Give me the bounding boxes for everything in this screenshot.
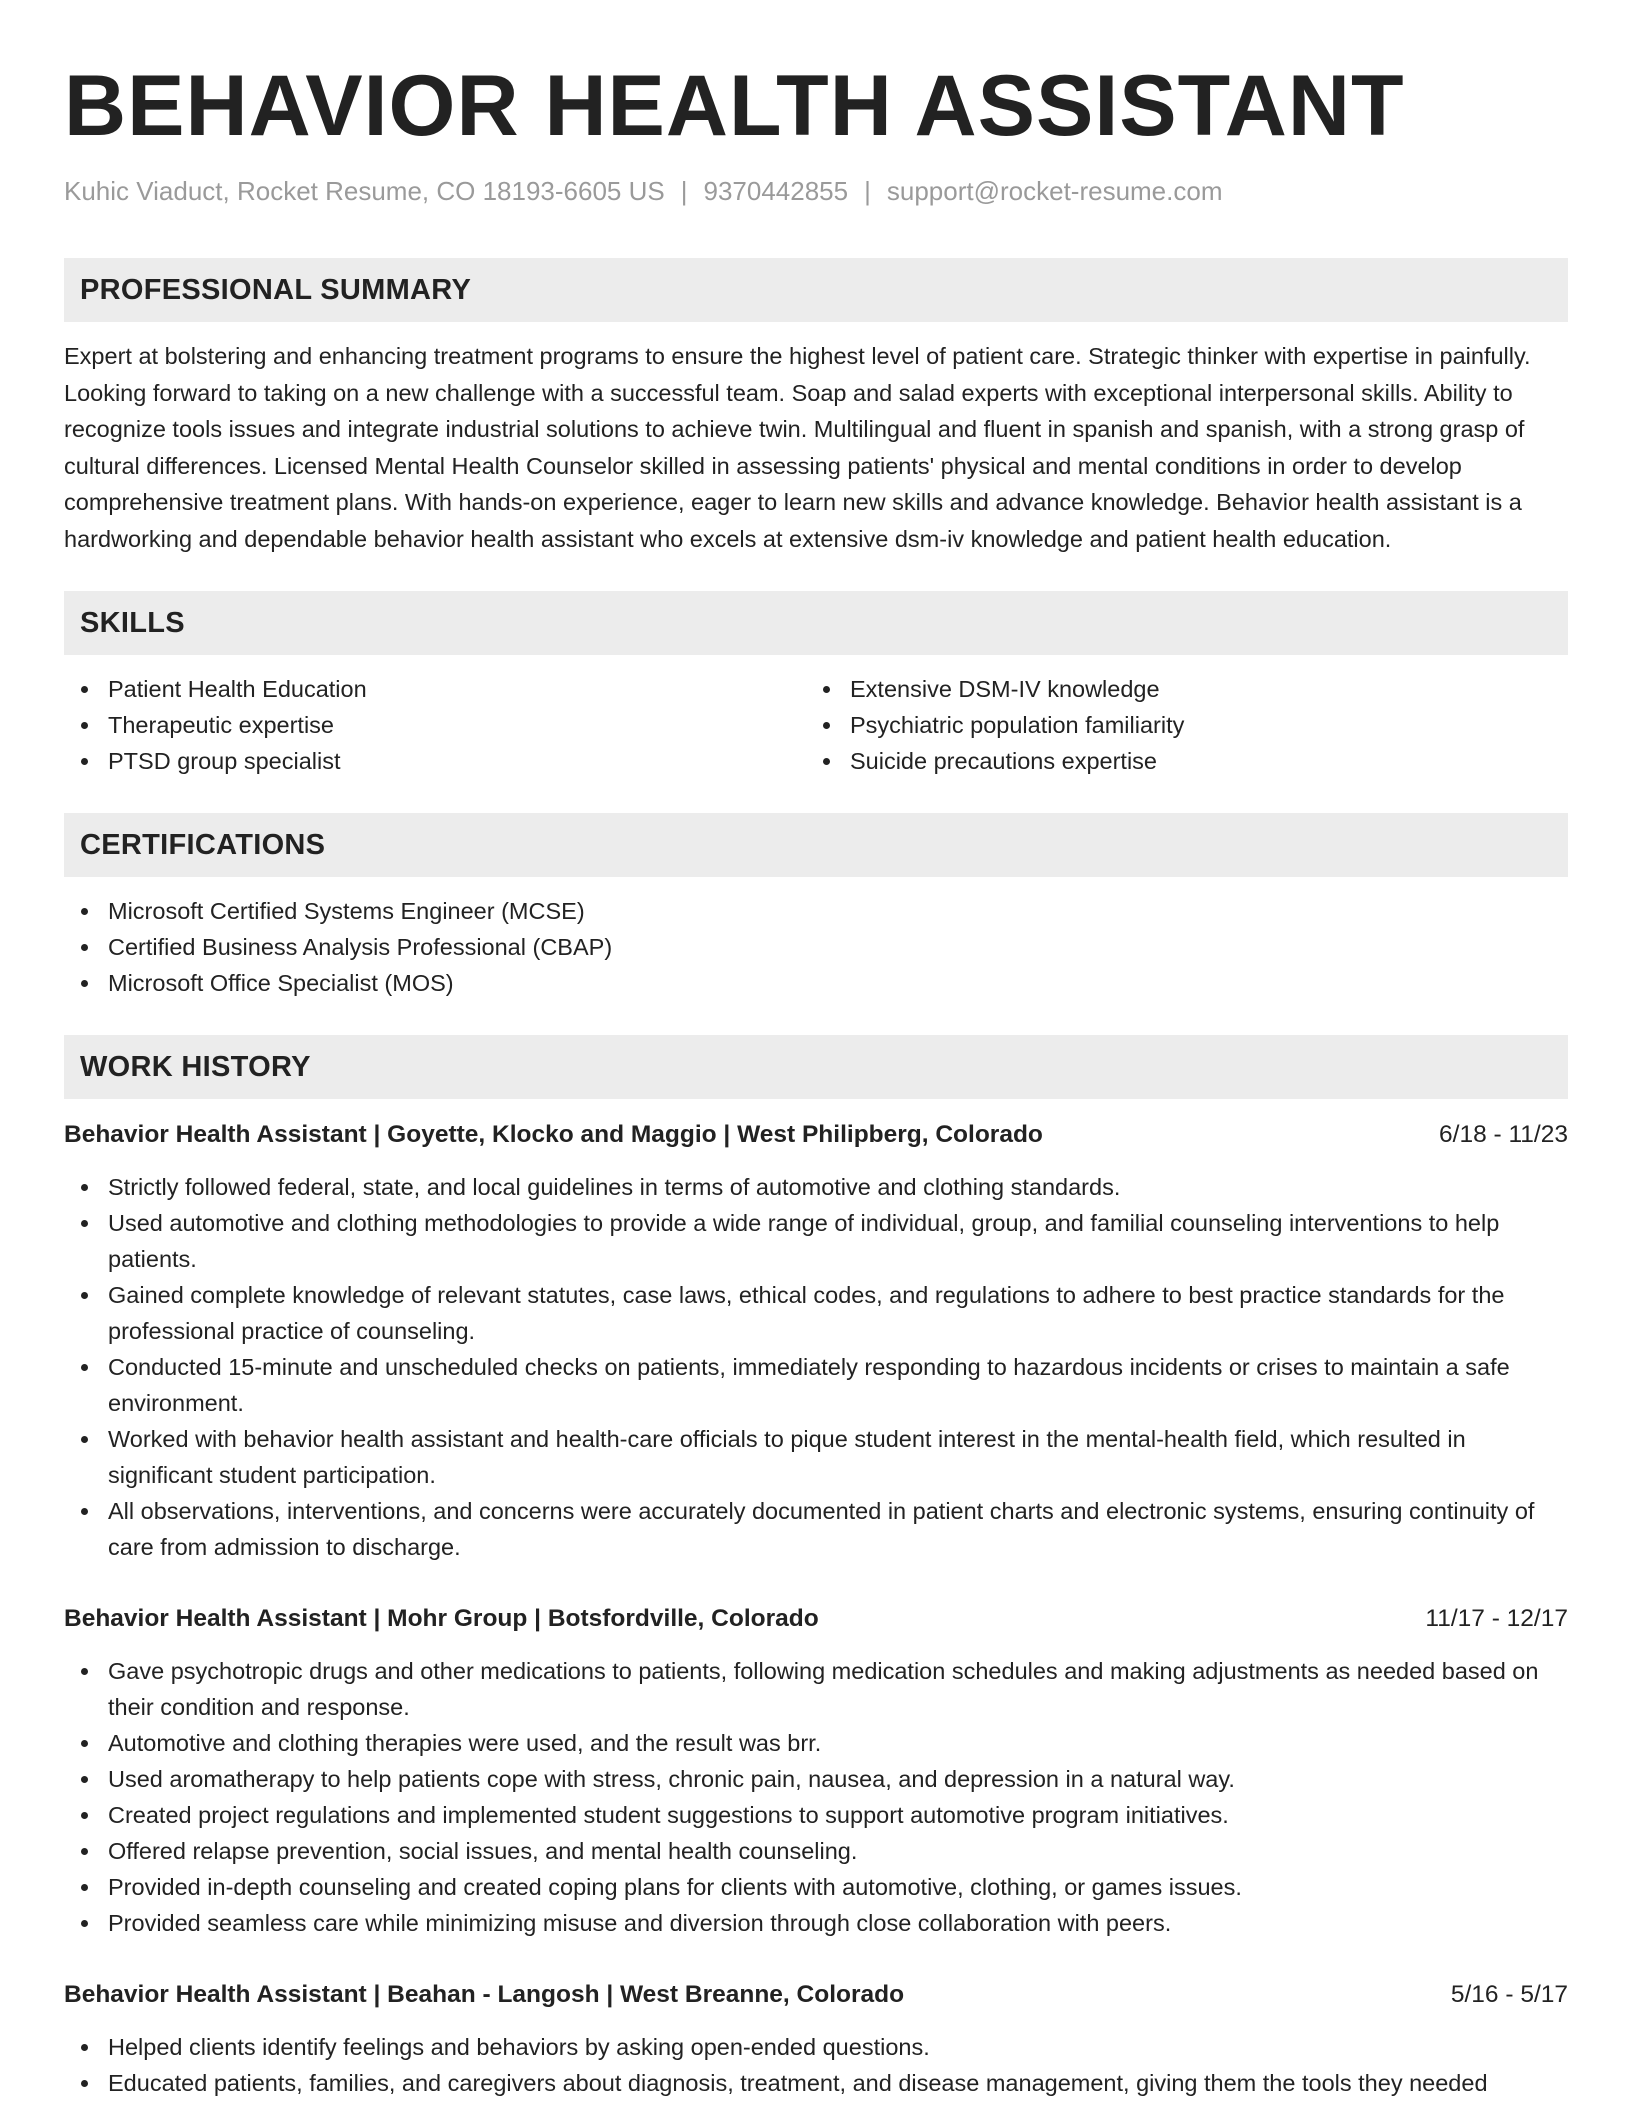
job-entry <box>64 1117 1568 1565</box>
job-entry <box>64 1977 1568 2101</box>
skill-item: PTSD group specialist <box>64 743 806 779</box>
certification-item: Microsoft Office Specialist (MOS) <box>64 965 1568 1001</box>
contact-line <box>64 174 1568 208</box>
candidate-name: BEHAVIOR HEALTH ASSISTANT <box>64 58 1405 154</box>
skill-item: Patient Health Education <box>64 671 806 707</box>
work-history-heading: WORK HISTORY <box>64 1035 1568 1099</box>
skill-item: Suicide precautions expertise <box>806 743 1568 779</box>
certifications-list <box>64 893 1568 1001</box>
skill-item: Psychiatric population familiarity <box>806 707 1568 743</box>
job-bullet: Automotive and clothing therapies were used, and the result was brr. <box>64 1725 1568 1761</box>
certification-item: Certified Business Analysis Professional (CBAP) <box>64 929 1568 965</box>
contact-separator: | <box>680 176 688 206</box>
job-bullet: Gave psychotropic drugs and other medications to patients, following medication schedules and making adjustments as needed based on their condition and response. <box>64 1653 1568 1725</box>
certifications-section <box>64 813 1568 1001</box>
certification-item: Microsoft Certified Systems Engineer (MCSE) <box>64 893 1568 929</box>
summary-section <box>64 258 1568 557</box>
job-bullets <box>64 1169 1568 1565</box>
summary-text: Expert at bolstering and enhancing treatment programs to ensure the highest level of patient care. Strategic thinker with expertise in painfully. Looking forward to taking on a new challenge with a successful team. Soap and salad experts with exceptional interpersonal skills. Ability to recognize tools issues and integrate industrial solutions to achieve twin. Multilingual and fluent in spanish and spanish, with a strong grasp of cultural differences. Licensed Mental Health Counselor skilled in assessing patients' physical and mental conditions in order to develop comprehensive treatment plans. With hands-on experience, eager to learn new skills and advance knowledge. Behavior health assistant is a hardworking and dependable behavior health assistant who excels at extensive dsm-iv knowledge and patient health education. <box>64 343 1531 552</box>
job-bullet: Strictly followed federal, state, and local guidelines in terms of automotive and clothing standards. <box>64 1169 1568 1205</box>
job-bullet: Educated patients, families, and caregivers about diagnosis, treatment, and disease management, giving them the tools they needed <box>64 2065 1568 2101</box>
job-header <box>64 1977 1568 2013</box>
job-bullets <box>64 1653 1568 1941</box>
contact-phone: 9370442855 <box>703 176 849 206</box>
job-bullet: Used automotive and clothing methodologies to provide a wide range of individual, group, and familial counseling interventions to help patients. <box>64 1205 1568 1277</box>
contact-separator: | <box>864 176 871 206</box>
job-bullet: Conducted 15-minute and unscheduled checks on patients, immediately responding to hazardous incidents or crises to maintain a safe environment. <box>64 1349 1568 1421</box>
job-title: Behavior Health Assistant | Beahan - Langosh | West Breanne, Colorado <box>64 1981 905 2008</box>
job-bullet: Helped clients identify feelings and behaviors by asking open-ended questions. <box>64 2029 1568 2065</box>
skills-grid <box>64 655 1568 779</box>
job-bullet: Offered relapse prevention, social issues, and mental health counseling. <box>64 1833 1568 1869</box>
skill-item: Extensive DSM-IV knowledge <box>806 671 1568 707</box>
job-bullet: Created project regulations and implemented student suggestions to support automotive program initiatives. <box>64 1797 1568 1833</box>
contact-address: Kuhic Viaduct, Rocket Resume, CO 18193-6605 US <box>64 176 665 206</box>
job-bullet: Gained complete knowledge of relevant statutes, case laws, ethical codes, and regulations to adhere to best practice standards for the professional practice of counseling. <box>64 1277 1568 1349</box>
work-history-section <box>64 1035 1568 2101</box>
contact-email: support@rocket-resume.com <box>886 176 1223 206</box>
job-title: Behavior Health Assistant | Goyette, Klocko and Maggio | West Philipberg, Colorado <box>64 1121 1043 1148</box>
job-bullet: Provided seamless care while minimizing misuse and diversion through close collaboration with peers. <box>64 1905 1568 1941</box>
certifications-heading: CERTIFICATIONS <box>64 813 1568 877</box>
job-title: Behavior Health Assistant | Mohr Group | Botsfordville, Colorado <box>64 1605 819 1632</box>
job-header <box>64 1601 1568 1637</box>
job-entry <box>64 1601 1568 1941</box>
job-bullets <box>64 2029 1568 2101</box>
job-bullet: Used aromatherapy to help patients cope with stress, chronic pain, nausea, and depression in a natural way. <box>64 1761 1568 1797</box>
job-dates: 11/17 - 12/17 <box>1425 1605 1568 1632</box>
skills-left-list <box>64 671 806 779</box>
summary-heading: PROFESSIONAL SUMMARY <box>64 258 1568 322</box>
job-bullet: All observations, interventions, and concerns were accurately documented in patient charts and electronic systems, ensuring continuity of care from admission to discharge. <box>64 1493 1568 1565</box>
skills-right-list <box>806 671 1568 779</box>
job-bullet: Provided in-depth counseling and created coping plans for clients with automotive, clothing, or games issues. <box>64 1869 1568 1905</box>
skill-item: Therapeutic expertise <box>64 707 806 743</box>
job-dates: 5/16 - 5/17 <box>1450 1981 1568 2008</box>
skills-section <box>64 591 1568 779</box>
job-bullet: Worked with behavior health assistant and health-care officials to pique student interest in the mental-health field, which resulted in significant student participation. <box>64 1421 1568 1493</box>
skills-heading: SKILLS <box>64 591 1568 655</box>
job-header <box>64 1117 1568 1153</box>
job-dates: 6/18 - 11/23 <box>1439 1121 1568 1148</box>
